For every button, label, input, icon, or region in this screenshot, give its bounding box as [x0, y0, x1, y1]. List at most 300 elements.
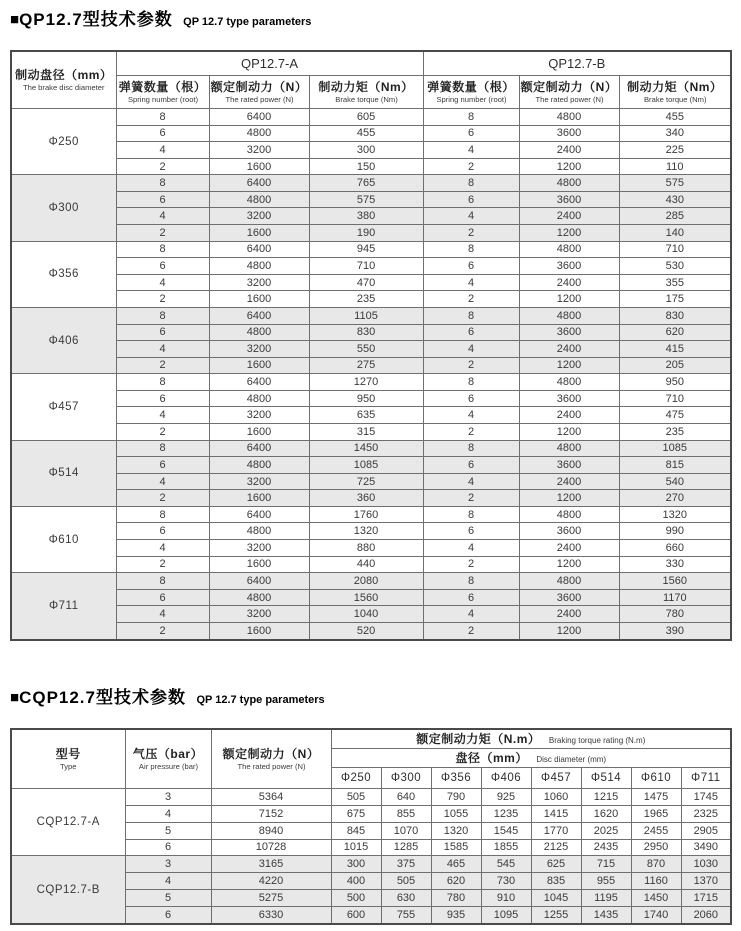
- qp-value-cell: 635: [309, 407, 423, 424]
- cqp-value-cell: 835: [531, 873, 581, 890]
- qp-value-cell: 4: [423, 208, 519, 225]
- qp-value-cell: 1600: [209, 556, 309, 573]
- qp-value-cell: 1200: [519, 622, 619, 640]
- qp-value-cell: 1200: [519, 225, 619, 242]
- qp-value-cell: 2: [116, 291, 209, 308]
- table-row: [11, 473, 731, 490]
- cqp-value-cell: 2435: [581, 839, 631, 856]
- cqp-value-cell: 1030: [681, 856, 731, 873]
- qp-value-cell: 990: [619, 523, 731, 540]
- qp-value-cell: 3200: [209, 274, 309, 291]
- qp-value-cell: 2: [423, 357, 519, 374]
- cqp-value-cell: 6330: [211, 906, 331, 924]
- cqp-value-cell: 5275: [211, 890, 331, 907]
- qp-value-cell: 1560: [619, 573, 731, 590]
- cqp-value-cell: 1855: [481, 839, 531, 856]
- qp-value-cell: 550: [309, 341, 423, 358]
- disc-diameter-cell: Φ711: [11, 573, 116, 640]
- qp-value-cell: 8: [116, 440, 209, 457]
- qp-value-cell: 765: [309, 175, 423, 192]
- qp-value-cell: 950: [309, 390, 423, 407]
- qp-value-cell: 1085: [619, 440, 731, 457]
- cqp-value-cell: 1095: [481, 906, 531, 924]
- table-row: [11, 125, 731, 142]
- disc-diameter-subheader: [331, 749, 731, 768]
- type-cell: CQP12.7-A: [11, 789, 125, 856]
- qp-value-cell: 2080: [309, 573, 423, 590]
- cqp-value-cell: 465: [431, 856, 481, 873]
- disc-col-header: Φ711: [681, 768, 731, 789]
- disc-col-header: Φ514: [581, 768, 631, 789]
- disc-diameter-cell: Φ406: [11, 307, 116, 373]
- cqp-value-cell: 1255: [531, 906, 581, 924]
- cqp-value-cell: 675: [331, 805, 381, 822]
- qp-value-cell: 1600: [209, 225, 309, 242]
- title-bullet-icon: ■: [10, 11, 20, 28]
- col-header-en: The rated power (N): [535, 95, 604, 104]
- table-row: [11, 225, 731, 242]
- qp-sub-header-row: [11, 76, 731, 109]
- qp-value-cell: 1200: [519, 357, 619, 374]
- cqp-value-cell: 1740: [631, 906, 681, 924]
- cqp-value-cell: 5: [125, 890, 211, 907]
- braking-torque-header-en: Braking torque rating (N.m): [548, 736, 646, 745]
- cqp-value-cell: 955: [581, 873, 631, 890]
- cqp-value-cell: 7152: [211, 805, 331, 822]
- cqp-value-cell: 1070: [381, 822, 431, 839]
- cqp-value-cell: 1195: [581, 890, 631, 907]
- cqp-value-cell: 3: [125, 789, 211, 806]
- cqp-value-cell: 300: [331, 856, 381, 873]
- qp-value-cell: 3600: [519, 191, 619, 208]
- qp-value-cell: 4: [116, 274, 209, 291]
- cqp-value-cell: 505: [331, 789, 381, 806]
- qp-value-cell: 2400: [519, 407, 619, 424]
- qp-value-cell: 6: [116, 125, 209, 142]
- cqp-value-cell: 755: [381, 906, 431, 924]
- qp-value-cell: 880: [309, 540, 423, 557]
- table-row: [11, 490, 731, 507]
- group-header-qp-a: QP12.7-A: [116, 51, 423, 76]
- col-header-en: Brake torque (Nm): [334, 95, 398, 104]
- cqp-value-cell: 1745: [681, 789, 731, 806]
- qp-group-header-row: [11, 51, 731, 76]
- qp-value-cell: 175: [619, 291, 731, 308]
- qp-value-cell: 1760: [309, 506, 423, 523]
- qp-value-cell: 8: [423, 175, 519, 192]
- qp-value-cell: 1600: [209, 622, 309, 640]
- cqp-value-cell: 925: [481, 789, 531, 806]
- qp-value-cell: 6: [116, 258, 209, 275]
- qp-value-cell: 1085: [309, 457, 423, 474]
- disc-diameter-header-en: The brake disc diameter: [22, 83, 105, 92]
- disc-col-header: Φ250: [331, 768, 381, 789]
- col-header-cn: 额定制动力（N）: [210, 80, 308, 94]
- qp-value-cell: 8: [116, 175, 209, 192]
- qp-value-cell: 780: [619, 606, 731, 623]
- qp-value-cell: 4800: [519, 307, 619, 324]
- col-header-en: The rated power (N): [224, 95, 294, 104]
- cqp-value-cell: 730: [481, 873, 531, 890]
- qp-value-cell: 6: [423, 390, 519, 407]
- col-header-cn: 制动力矩（Nm）: [627, 80, 723, 94]
- table-row: [11, 556, 731, 573]
- cqp-value-cell: 1015: [331, 839, 381, 856]
- qp-value-cell: 2: [116, 556, 209, 573]
- qp-value-cell: 6400: [209, 573, 309, 590]
- cqp-value-cell: 1450: [631, 890, 681, 907]
- qp-value-cell: 140: [619, 225, 731, 242]
- qp-value-cell: 275: [309, 357, 423, 374]
- qp-value-cell: 4800: [209, 457, 309, 474]
- qp-value-cell: 945: [309, 241, 423, 258]
- table-row: [11, 622, 731, 640]
- qp-value-cell: 8: [423, 374, 519, 391]
- type-header-en: Type: [60, 762, 77, 771]
- table-row: [11, 307, 731, 324]
- cqp-value-cell: 5364: [211, 789, 331, 806]
- qp-value-cell: 390: [619, 622, 731, 640]
- qp-value-cell: 4800: [519, 374, 619, 391]
- qp-value-cell: 4: [116, 540, 209, 557]
- cqp-value-cell: 3490: [681, 839, 731, 856]
- cqp-value-cell: 6: [125, 839, 211, 856]
- rated-power-header-cn: 额定制动力（N）: [222, 747, 320, 761]
- qp-value-cell: 710: [619, 241, 731, 258]
- qp-table-body: [11, 109, 731, 641]
- qp-value-cell: 2: [423, 556, 519, 573]
- cqp-value-cell: 845: [331, 822, 381, 839]
- table-row: [11, 573, 731, 590]
- qp-value-cell: 3600: [519, 589, 619, 606]
- qp-value-cell: 6: [423, 258, 519, 275]
- qp-value-cell: 205: [619, 357, 731, 374]
- col-header-spring-b: [423, 76, 519, 109]
- qp-value-cell: 190: [309, 225, 423, 242]
- qp-value-cell: 3200: [209, 142, 309, 159]
- qp-value-cell: 3600: [519, 523, 619, 540]
- qp-value-cell: 6: [423, 324, 519, 341]
- braking-torque-header-cn: 额定制动力矩（N.m）: [416, 732, 541, 746]
- cqp-table-body: [11, 789, 731, 925]
- qp-value-cell: 6: [116, 324, 209, 341]
- qp-value-cell: 2400: [519, 142, 619, 159]
- qp-value-cell: 2400: [519, 606, 619, 623]
- qp-value-cell: 540: [619, 473, 731, 490]
- disc-diameter-cell: Φ300: [11, 175, 116, 241]
- qp-value-cell: 575: [309, 191, 423, 208]
- table-row: [11, 457, 731, 474]
- col-header-torque-a: [309, 76, 423, 109]
- qp-value-cell: 4: [116, 407, 209, 424]
- qp-value-cell: 2: [116, 158, 209, 175]
- table-row: [11, 274, 731, 291]
- qp-value-cell: 8: [116, 109, 209, 126]
- qp-value-cell: 6: [423, 589, 519, 606]
- cqp-value-cell: 3165: [211, 856, 331, 873]
- group-header-qp-b: QP12.7-B: [423, 51, 731, 76]
- cqp-value-cell: 2455: [631, 822, 681, 839]
- qp-value-cell: 8: [116, 241, 209, 258]
- table-row: [11, 856, 731, 873]
- qp-value-cell: 1320: [619, 506, 731, 523]
- cqp-value-cell: 1055: [431, 805, 481, 822]
- cqp-value-cell: 4220: [211, 873, 331, 890]
- qp-value-cell: 475: [619, 407, 731, 424]
- table-row: [11, 357, 731, 374]
- qp-value-cell: 8: [116, 374, 209, 391]
- table-row: [11, 374, 731, 391]
- table-row: [11, 440, 731, 457]
- cqp-header-row-1: [11, 729, 731, 749]
- qp-value-cell: 6: [116, 589, 209, 606]
- braking-torque-header: [331, 729, 731, 749]
- qp-value-cell: 8: [116, 506, 209, 523]
- qp-value-cell: 3600: [519, 390, 619, 407]
- qp-value-cell: 6: [116, 191, 209, 208]
- table-row: [11, 241, 731, 258]
- cqp-value-cell: 620: [431, 873, 481, 890]
- cqp-value-cell: 2025: [581, 822, 631, 839]
- cqp-value-cell: 375: [381, 856, 431, 873]
- table-row: [11, 291, 731, 308]
- qp-value-cell: 285: [619, 208, 731, 225]
- cqp-value-cell: 10728: [211, 839, 331, 856]
- disc-diameter-cell: Φ250: [11, 109, 116, 175]
- qp-value-cell: 4: [423, 274, 519, 291]
- qp-value-cell: 8: [423, 440, 519, 457]
- cqp-value-cell: 6: [125, 906, 211, 924]
- qp-value-cell: 4: [116, 142, 209, 159]
- col-header-rated-a: [209, 76, 309, 109]
- qp-value-cell: 3600: [519, 258, 619, 275]
- qp-value-cell: 2: [423, 291, 519, 308]
- qp-value-cell: 6: [423, 191, 519, 208]
- qp-value-cell: 1600: [209, 158, 309, 175]
- qp-value-cell: 6400: [209, 440, 309, 457]
- qp-value-cell: 6400: [209, 241, 309, 258]
- disc-col-header: Φ356: [431, 768, 481, 789]
- disc-diameter-subheader-cn: 盘径（mm）: [455, 751, 528, 765]
- qp-value-cell: 2: [423, 423, 519, 440]
- qp-value-cell: 4: [116, 208, 209, 225]
- disc-col-header: Φ406: [481, 768, 531, 789]
- qp-value-cell: 110: [619, 158, 731, 175]
- qp-value-cell: 1040: [309, 606, 423, 623]
- qp-value-cell: 2: [116, 423, 209, 440]
- qp-value-cell: 1200: [519, 490, 619, 507]
- section-title-qp-en: QP 12.7 type parameters: [183, 16, 312, 28]
- qp-value-cell: 3200: [209, 540, 309, 557]
- qp-value-cell: 4800: [519, 506, 619, 523]
- qp-value-cell: 6: [423, 523, 519, 540]
- qp-value-cell: 1450: [309, 440, 423, 457]
- table-row: [11, 606, 731, 623]
- cqp-value-cell: 1045: [531, 890, 581, 907]
- qp-value-cell: 4800: [519, 573, 619, 590]
- cqp-value-cell: 2125: [531, 839, 581, 856]
- cqp-value-cell: 1545: [481, 822, 531, 839]
- cqp-value-cell: 2060: [681, 906, 731, 924]
- cqp-value-cell: 1060: [531, 789, 581, 806]
- cqp-value-cell: 1215: [581, 789, 631, 806]
- qp-value-cell: 830: [309, 324, 423, 341]
- qp-value-cell: 2: [116, 490, 209, 507]
- section-title-qp: [10, 5, 311, 30]
- disc-diameter-header-cn: 制动盘径（mm）: [15, 68, 113, 82]
- rated-power-header-en: The rated power (N): [236, 762, 306, 771]
- qp-value-cell: 8: [423, 573, 519, 590]
- qp-value-cell: 2400: [519, 274, 619, 291]
- qp-value-cell: 4800: [209, 324, 309, 341]
- qp-value-cell: 300: [309, 142, 423, 159]
- cqp-value-cell: 640: [381, 789, 431, 806]
- table-row: [11, 506, 731, 523]
- table-row: [11, 208, 731, 225]
- qp-value-cell: 4800: [209, 589, 309, 606]
- qp-value-cell: 6400: [209, 307, 309, 324]
- cqp-value-cell: 5: [125, 822, 211, 839]
- qp-value-cell: 830: [619, 307, 731, 324]
- qp-value-cell: 4: [116, 473, 209, 490]
- qp-value-cell: 430: [619, 191, 731, 208]
- qp-value-cell: 235: [309, 291, 423, 308]
- table-row: [11, 423, 731, 440]
- qp-value-cell: 3200: [209, 407, 309, 424]
- qp-value-cell: 710: [619, 390, 731, 407]
- cqp-value-cell: 8940: [211, 822, 331, 839]
- table-row: [11, 589, 731, 606]
- table-row: [11, 540, 731, 557]
- qp-value-cell: 1200: [519, 556, 619, 573]
- qp-value-cell: 3600: [519, 125, 619, 142]
- qp-value-cell: 4: [423, 407, 519, 424]
- cqp-value-cell: 1415: [531, 805, 581, 822]
- qp-value-cell: 2400: [519, 208, 619, 225]
- qp-value-cell: 1560: [309, 589, 423, 606]
- qp-value-cell: 1200: [519, 158, 619, 175]
- qp-value-cell: 6400: [209, 374, 309, 391]
- air-pressure-header: [125, 729, 211, 789]
- qp-value-cell: 340: [619, 125, 731, 142]
- qp-value-cell: 315: [309, 423, 423, 440]
- qp-value-cell: 4: [423, 540, 519, 557]
- qp-value-cell: 270: [619, 490, 731, 507]
- col-header-rated-b: [519, 76, 619, 109]
- qp-value-cell: 4: [423, 606, 519, 623]
- qp-value-cell: 8: [423, 109, 519, 126]
- cqp-value-cell: 910: [481, 890, 531, 907]
- qp-value-cell: 4800: [209, 191, 309, 208]
- disc-col-header: Φ610: [631, 768, 681, 789]
- qp-value-cell: 8: [423, 241, 519, 258]
- table-row: [11, 341, 731, 358]
- cqp-value-cell: 1160: [631, 873, 681, 890]
- cqp-value-cell: 935: [431, 906, 481, 924]
- qp-value-cell: 2: [423, 622, 519, 640]
- qp-value-cell: 6: [116, 523, 209, 540]
- qp-value-cell: 3200: [209, 341, 309, 358]
- cqp-parameters-table: [10, 728, 732, 925]
- cqp-value-cell: 625: [531, 856, 581, 873]
- qp-value-cell: 520: [309, 622, 423, 640]
- disc-diameter-cell: Φ610: [11, 506, 116, 572]
- air-pressure-header-en: Air pressure (bar): [138, 762, 198, 771]
- qp-value-cell: 4: [116, 606, 209, 623]
- qp-value-cell: 815: [619, 457, 731, 474]
- qp-value-cell: 605: [309, 109, 423, 126]
- disc-diameter-header: [11, 51, 116, 109]
- qp-value-cell: 4: [116, 341, 209, 358]
- qp-value-cell: 3600: [519, 457, 619, 474]
- cqp-value-cell: 630: [381, 890, 431, 907]
- qp-value-cell: 2: [423, 490, 519, 507]
- table-row: [11, 390, 731, 407]
- qp-value-cell: 1200: [519, 291, 619, 308]
- qp-value-cell: 225: [619, 142, 731, 159]
- col-header-cn: 额定制动力（N）: [520, 80, 618, 94]
- qp-value-cell: 1105: [309, 307, 423, 324]
- disc-diameter-cell: Φ356: [11, 241, 116, 307]
- table-row: [11, 407, 731, 424]
- cqp-value-cell: 1320: [431, 822, 481, 839]
- cqp-value-cell: 715: [581, 856, 631, 873]
- type-cell: CQP12.7-B: [11, 856, 125, 924]
- cqp-value-cell: 4: [125, 873, 211, 890]
- cqp-value-cell: 1965: [631, 805, 681, 822]
- qp-value-cell: 2400: [519, 540, 619, 557]
- qp-value-cell: 575: [619, 175, 731, 192]
- qp-value-cell: 3600: [519, 324, 619, 341]
- qp-value-cell: 6: [423, 125, 519, 142]
- cqp-value-cell: 1770: [531, 822, 581, 839]
- qp-value-cell: 4: [423, 473, 519, 490]
- cqp-value-cell: 1435: [581, 906, 631, 924]
- col-header-spring-a: [116, 76, 209, 109]
- qp-value-cell: 6: [116, 457, 209, 474]
- qp-value-cell: 8: [423, 307, 519, 324]
- qp-value-cell: 6: [423, 457, 519, 474]
- cqp-value-cell: 600: [331, 906, 381, 924]
- qp-value-cell: 355: [619, 274, 731, 291]
- qp-value-cell: 4: [423, 341, 519, 358]
- qp-parameters-table: [10, 50, 732, 641]
- cqp-value-cell: 505: [381, 873, 431, 890]
- qp-value-cell: 2: [116, 357, 209, 374]
- qp-value-cell: 2: [116, 622, 209, 640]
- col-header-en: Spring number (root): [435, 95, 507, 104]
- qp-value-cell: 4800: [209, 523, 309, 540]
- cqp-value-cell: 780: [431, 890, 481, 907]
- section-title-qp-cn: QP12.7型技术参数: [19, 10, 173, 29]
- cqp-value-cell: 1235: [481, 805, 531, 822]
- qp-value-cell: 8: [116, 307, 209, 324]
- qp-value-cell: 530: [619, 258, 731, 275]
- qp-value-cell: 660: [619, 540, 731, 557]
- cqp-value-cell: 500: [331, 890, 381, 907]
- qp-value-cell: 4800: [519, 109, 619, 126]
- cqp-value-cell: 4: [125, 805, 211, 822]
- disc-diameter-subheader-en: Disc diameter (mm): [536, 755, 607, 764]
- qp-value-cell: 3200: [209, 606, 309, 623]
- col-header-en: Brake torque (Nm): [643, 95, 707, 104]
- qp-value-cell: 1320: [309, 523, 423, 540]
- cqp-value-cell: 2325: [681, 805, 731, 822]
- qp-value-cell: 6: [116, 390, 209, 407]
- col-header-en: Spring number (root): [127, 95, 198, 104]
- disc-col-header: Φ300: [381, 768, 431, 789]
- table-row: [11, 142, 731, 159]
